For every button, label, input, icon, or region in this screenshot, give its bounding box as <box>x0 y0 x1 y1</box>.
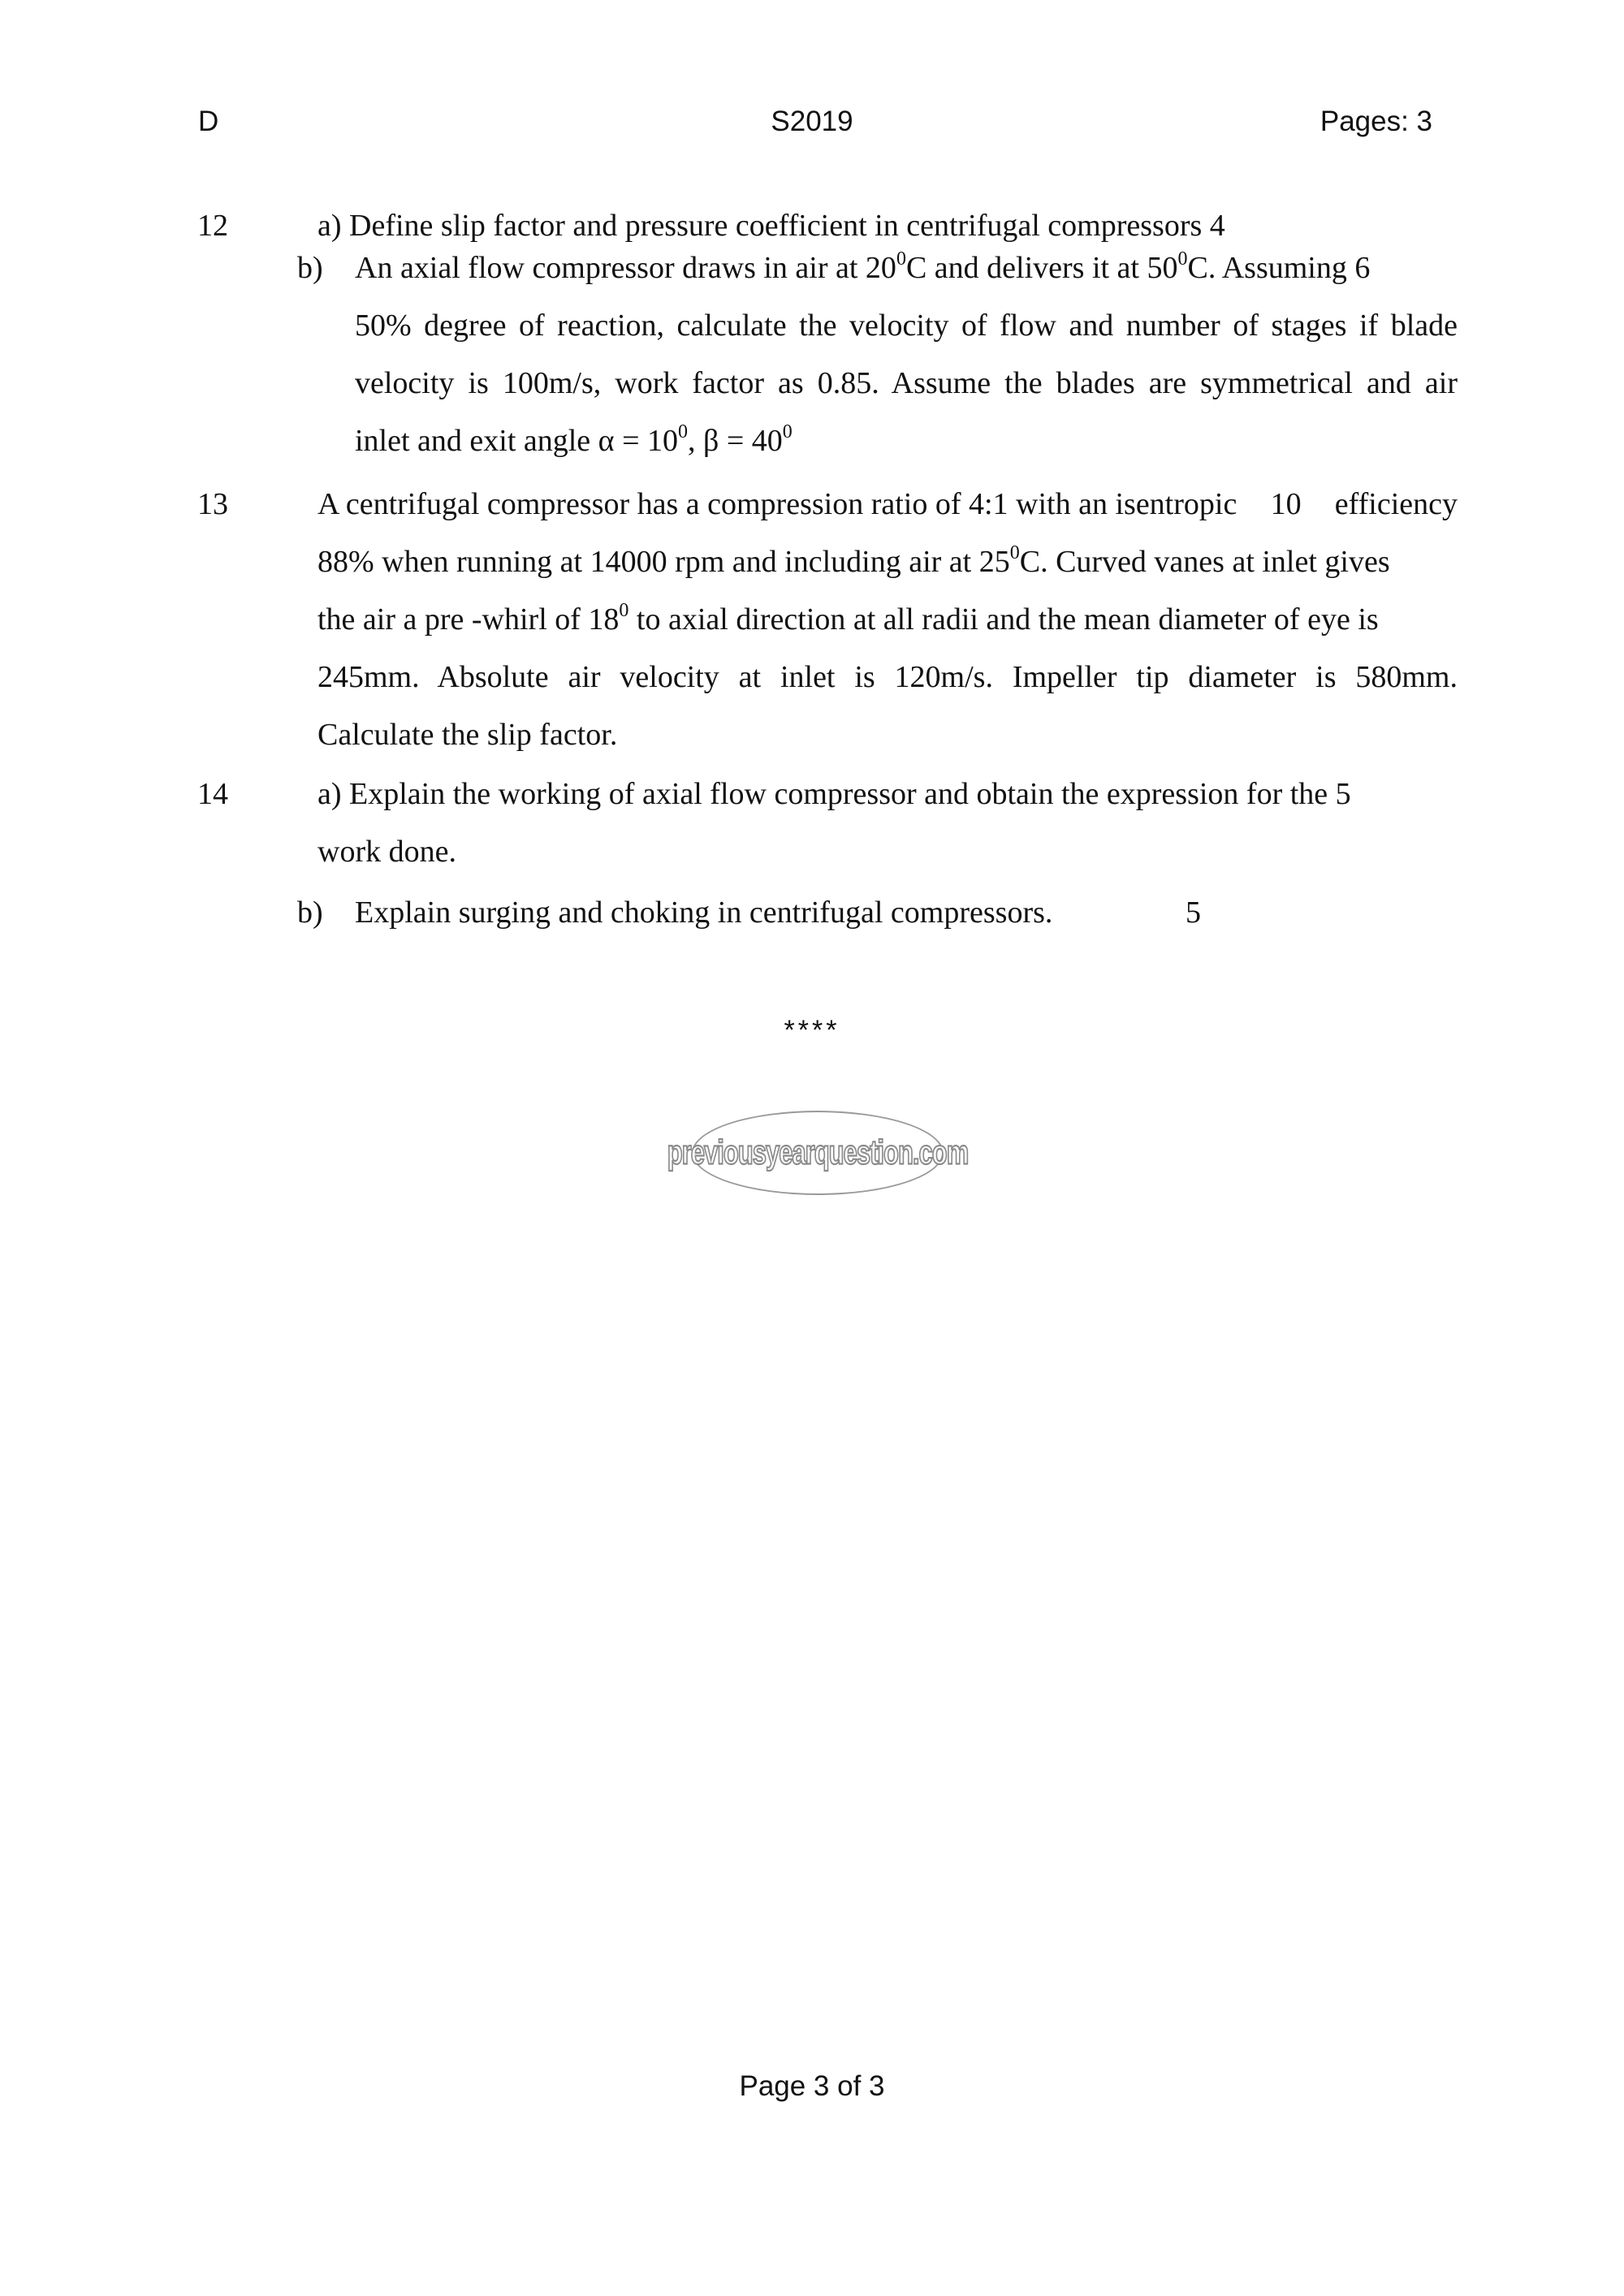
question-12b-line-1: An axial flow compressor draws in air at $20^0C$ and delivers it at $50^0C$. Assuming 6 <box>355 248 1371 285</box>
question-14a-line-1: a) Explain the working of axial flow compressor and obtain the expression for the 5 <box>317 777 1351 811</box>
question-14a-label: a) <box>317 777 342 811</box>
end-marker: **** <box>784 1015 840 1046</box>
question-12a-label: a) <box>317 209 342 243</box>
watermark-text: previousyearquestion.com <box>667 1133 969 1172</box>
question-12b-label: b) <box>297 251 323 285</box>
page-footer: Page 3 of 3 <box>739 2070 885 2102</box>
question-12a-text: Define slip factor and pressure coefficient in centrifugal compressors <box>349 209 1203 243</box>
question-13-line-1: A centrifugal compressor has a compression ratio of 4:1 with an isentropic 10 efficiency <box>317 487 1458 521</box>
question-13-line-5: Calculate the slip factor. <box>317 718 618 752</box>
question-12b-line-2: 50% degree of reaction, calculate the velocity of flow and number of stages if blade <box>355 309 1458 343</box>
question-13-line-2: 88% when running at 14000 rpm and including air at $25^0C$. Curved vanes at inlet gives <box>317 542 1390 579</box>
question-13-marks: 10 <box>1270 487 1302 521</box>
question-12a-marks: 4 <box>1209 209 1225 243</box>
question-14a-marks: 5 <box>1335 777 1351 811</box>
question-14b-label: b) <box>297 896 323 930</box>
question-12b-marks: 6 <box>1354 251 1371 285</box>
question-12b-line-3: velocity is 100m/s, work factor as 0.85. Assume the blades are symmetrical and air <box>355 366 1458 400</box>
question-13-line-4: 245mm. Absolute air velocity at inlet is 120m/s. Impeller tip diameter is 580mm. <box>317 660 1458 694</box>
question-14b-marks: 5 <box>1186 896 1201 930</box>
question-12-number: 12 <box>197 209 228 243</box>
watermark-logo <box>667 1111 969 1195</box>
question-13-line-3: the air a pre -whirl of $18^0$ to axial direction at all radii and the mean diameter of eye is <box>317 600 1379 637</box>
page-count: Pages: 3 <box>1320 106 1432 137</box>
question-13-number: 13 <box>197 487 228 521</box>
exam-code: S2019 <box>771 106 853 137</box>
question-14a-line-2: work done. <box>317 835 456 869</box>
question-14b-text: Explain surging and choking in centrifugal compressors. <box>355 896 1053 930</box>
question-12b-line-4: inlet and exit angle $\alpha = 10^0$, $\beta = 40^0$ <box>355 421 793 458</box>
question-14-number: 14 <box>197 777 228 811</box>
set-code: D <box>198 106 219 137</box>
question-12a <box>317 208 1225 244</box>
